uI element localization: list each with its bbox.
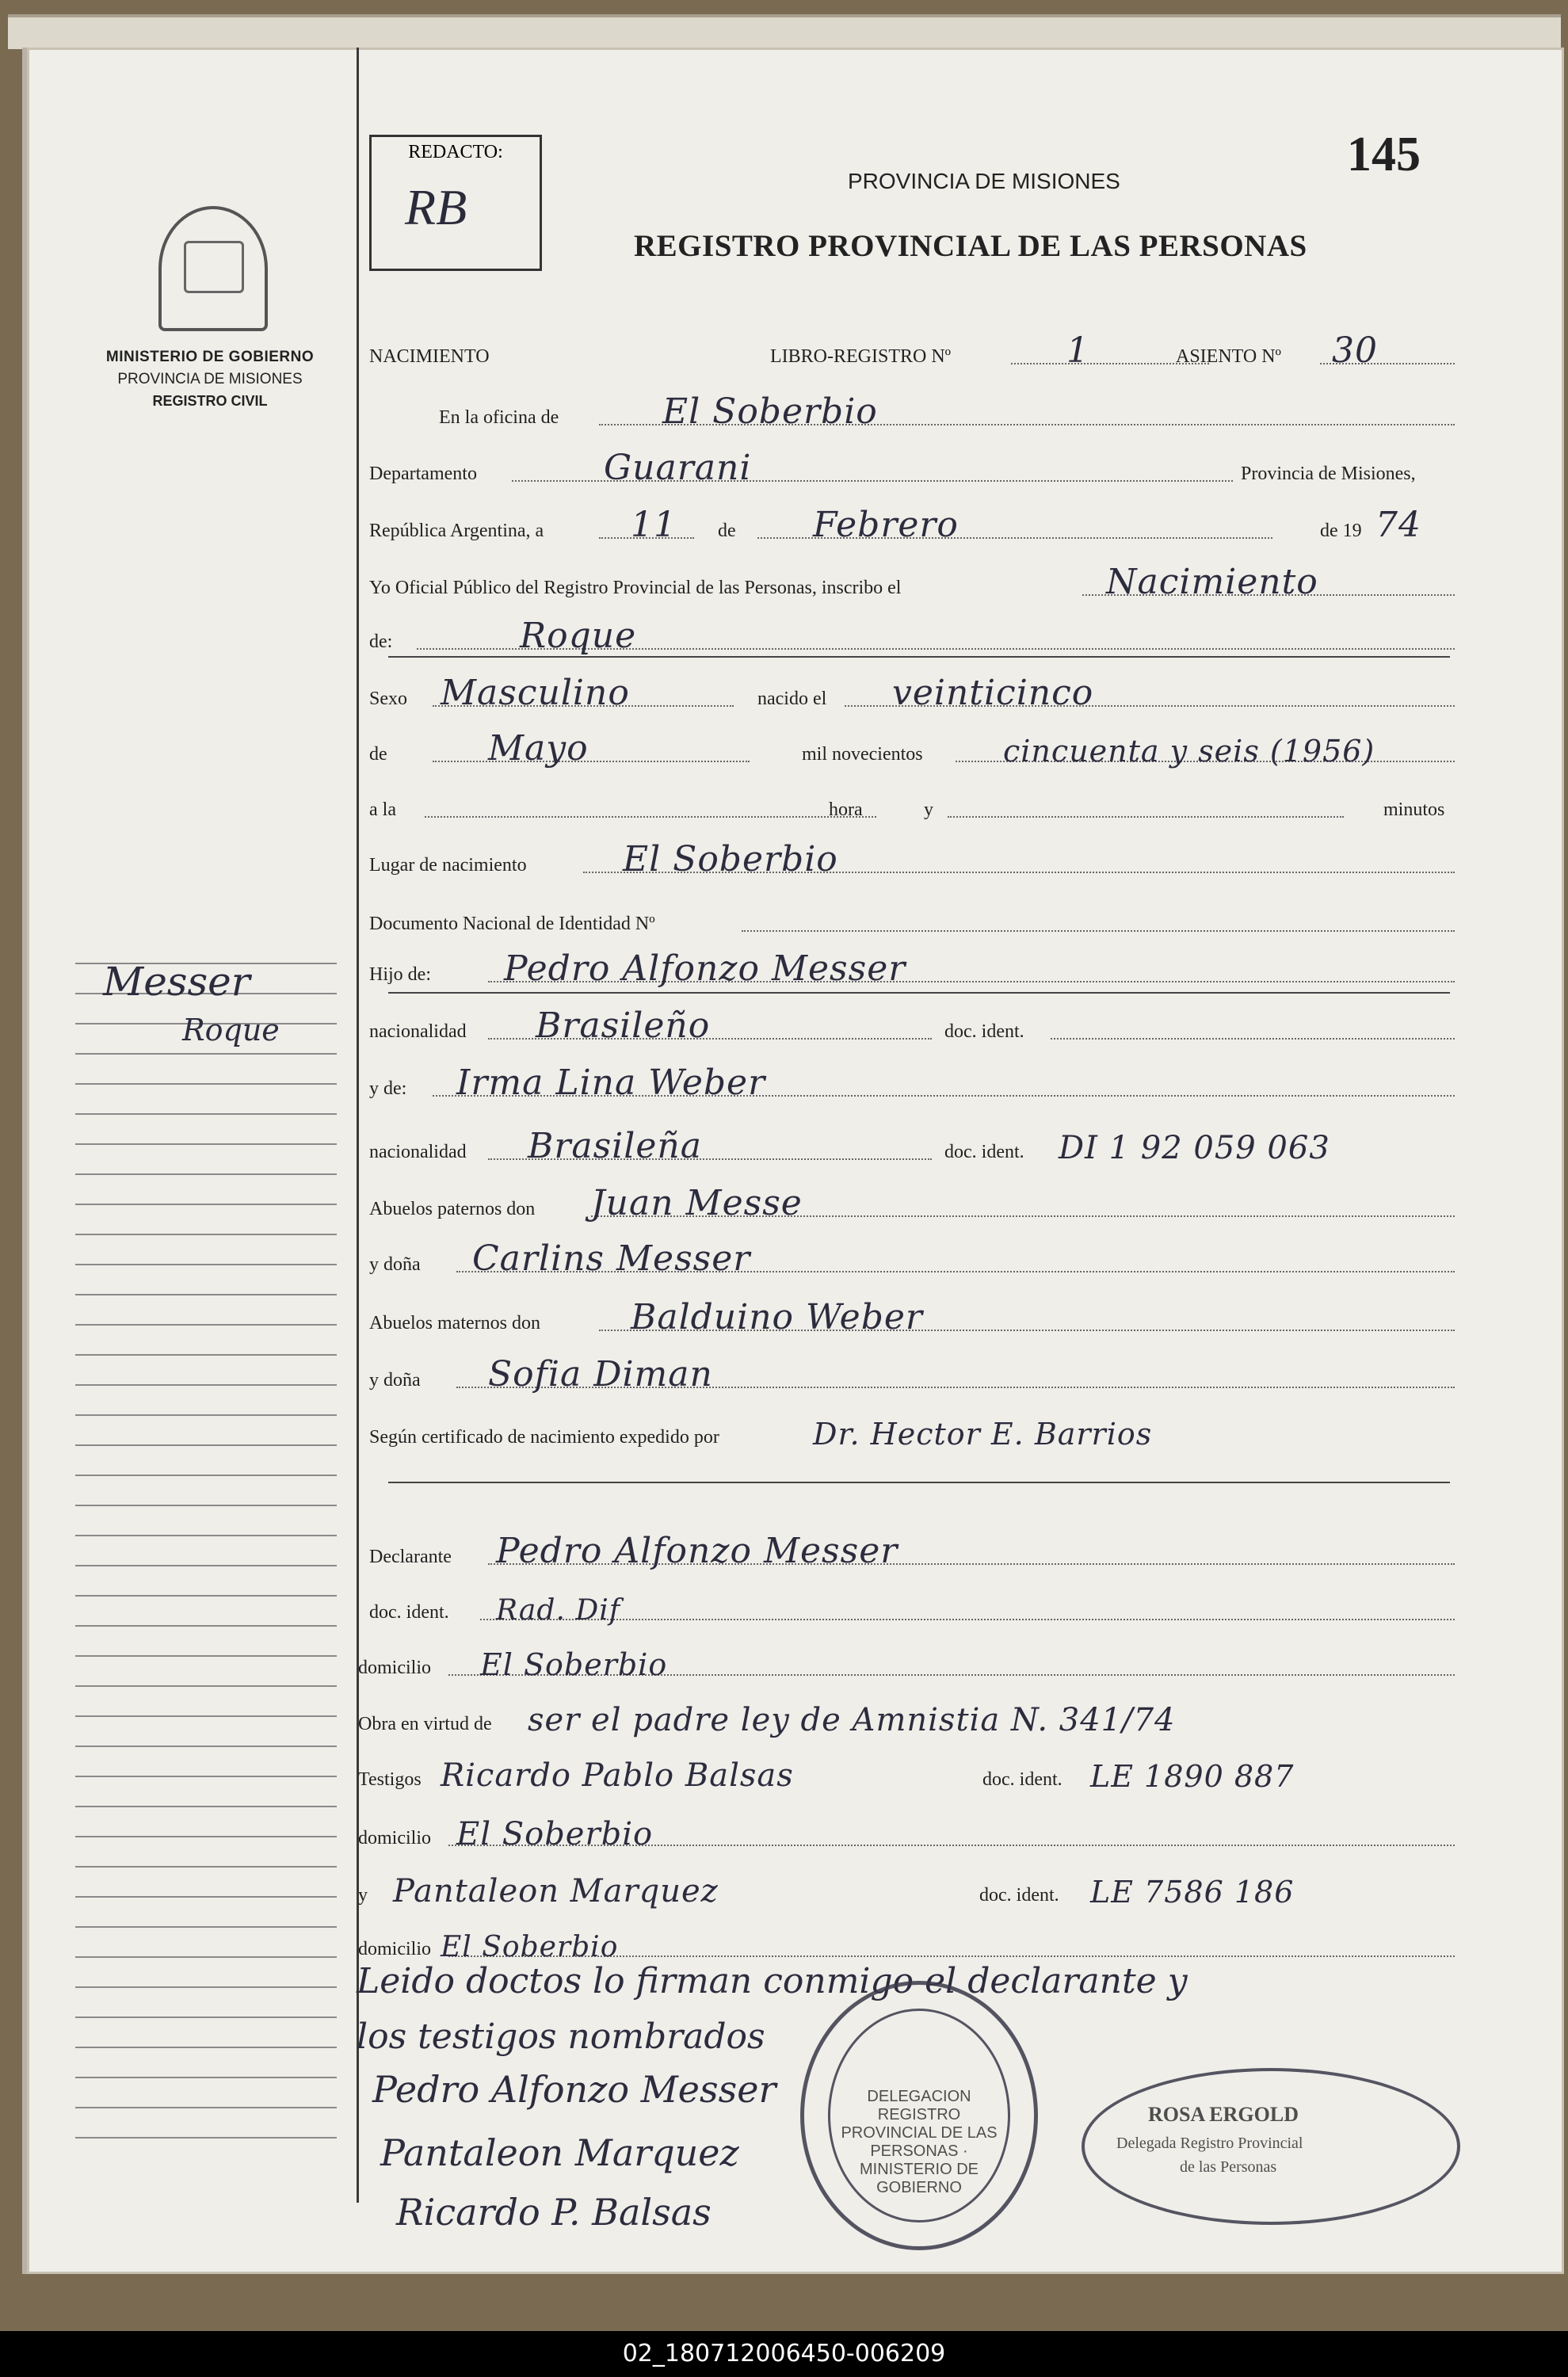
row-domicilio3 <box>358 1925 1457 1965</box>
oval-official-stamp <box>1082 2068 1460 2225</box>
row-abuela-mat <box>369 1356 1457 1396</box>
province-heading: PROVINCIA DE MISIONES <box>848 169 1120 193</box>
domicilio3-value: El Soberbio <box>441 1931 619 1963</box>
de3-label: de <box>369 744 387 765</box>
docident4-value: LE 1890 887 <box>1090 1759 1295 1794</box>
row-declarante <box>369 1533 1457 1573</box>
domicilio2-label: domicilio <box>358 1828 431 1849</box>
signature-testigo2: Pantaleon Marquez <box>380 2131 739 2174</box>
anio-nac-value: cincuenta y seis (1956) <box>1003 734 1375 769</box>
coat-of-arms-seal <box>158 206 268 331</box>
segun-value: Dr. Hector E. Barrios <box>813 1417 1153 1452</box>
republica-label: República Argentina, a <box>369 521 544 541</box>
segun-label: Según certificado de nacimiento expedido por <box>369 1427 719 1448</box>
page-number: 145 <box>1347 128 1421 181</box>
oficial-value: Nacimiento <box>1106 562 1318 602</box>
row-sexo <box>369 675 1457 715</box>
anio-value: 74 <box>1375 505 1421 545</box>
nacido-value: veinticinco <box>892 673 1094 713</box>
mes-nac-value: Mayo <box>488 728 589 769</box>
minutos-label: minutos <box>1383 799 1445 820</box>
libro-label: LIBRO-REGISTRO Nº <box>770 346 952 367</box>
redacto-initials: RB <box>405 179 467 235</box>
row-hora <box>369 786 1457 826</box>
signature-testigo1: Ricardo P. Balsas <box>396 2191 712 2234</box>
row-docident3 <box>369 1589 1457 1628</box>
oficina-value: El Soberbio <box>662 391 878 432</box>
row-abuelo-pat <box>369 1185 1457 1225</box>
ministry-header <box>75 349 345 410</box>
record-type-label: NACIMIENTO <box>369 346 490 367</box>
lugar-value: El Soberbio <box>623 839 838 879</box>
domicilio2-value: El Soberbio <box>456 1816 654 1852</box>
row-madre <box>369 1065 1457 1105</box>
domicilio-label: domicilio <box>358 1658 431 1678</box>
asiento-label: ASIENTO Nº <box>1176 346 1281 367</box>
de-label: de <box>718 521 736 541</box>
declarante-label: Declarante <box>369 1547 452 1567</box>
docident3-value: Rad. Dif <box>496 1594 621 1627</box>
hijo-label: Hijo de: <box>369 964 431 985</box>
margin-divider <box>357 48 359 2203</box>
provincia-label: Provincia de Misiones, <box>1241 464 1416 484</box>
row-oficial <box>369 564 1457 604</box>
ala-label: a la <box>369 799 396 820</box>
sexo-value: Masculino <box>441 673 630 713</box>
margin-ruled-lines <box>75 963 337 2167</box>
docident-label: doc. ident. <box>944 1021 1024 1042</box>
docident5-label: doc. ident. <box>979 1885 1059 1906</box>
round-stamp-text: DELEGACION REGISTRO PROVINCIAL DE LAS PERSONAS · MINISTERIO DE GOBIERNO <box>841 2088 998 2196</box>
docident5-value: LE 7586 186 <box>1090 1875 1295 1910</box>
ministry-line3: REGISTRO CIVIL <box>152 393 268 409</box>
ydona2-label: y doña <box>369 1370 421 1391</box>
row-padre <box>369 948 1457 990</box>
departamento-value: Guarani <box>604 448 752 488</box>
row-segun <box>369 1414 1457 1453</box>
separator <box>388 656 1450 658</box>
abuela-pat-value: Carlins Messer <box>472 1238 751 1279</box>
y2-label: y <box>358 1885 368 1906</box>
separator <box>388 1482 1450 1483</box>
obra-label: Obra en virtud de <box>358 1714 492 1734</box>
libro-value: 1 <box>1066 330 1089 371</box>
declarante-value: Pedro Alfonzo Messer <box>496 1531 898 1571</box>
row-domicilio2 <box>358 1814 1457 1854</box>
oval-stamp-title2: de las Personas <box>1180 2158 1277 2176</box>
madre-value: Irma Lina Weber <box>456 1063 766 1103</box>
row-testigo2 <box>358 1871 1457 1911</box>
row-testigo1 <box>358 1756 1457 1795</box>
row-domicilio <box>358 1644 1457 1684</box>
docident4-label: doc. ident. <box>982 1769 1063 1790</box>
ministry-line2: PROVINCIA DE MISIONES <box>117 371 303 387</box>
round-official-stamp <box>800 1981 1038 2250</box>
row-libro <box>369 330 1457 372</box>
row-nombre <box>369 618 1457 658</box>
row-obra <box>358 1700 1457 1740</box>
obra-value: ser el padre ley de Amnistia N. 341/74 <box>528 1702 1176 1738</box>
anio-prefix: de 19 <box>1320 521 1362 541</box>
row-abuela-pat <box>369 1238 1457 1280</box>
asiento-value: 30 <box>1332 330 1378 371</box>
row-departamento <box>369 450 1457 490</box>
margin-surname: Messer <box>103 959 250 1005</box>
sexo-label: Sexo <box>369 689 407 709</box>
signature-declarante: Pedro Alfonzo Messer <box>372 2068 776 2111</box>
nacido-label: nacido el <box>757 689 827 709</box>
abuelo-pat-value: Juan Messe <box>591 1183 803 1223</box>
redacto-box <box>369 135 542 271</box>
nac2-label: nacionalidad <box>369 1142 467 1162</box>
dni-label: Documento Nacional de Identidad Nº <box>369 914 655 934</box>
oval-stamp-title1: Delegada Registro Provincial <box>1116 2135 1303 2152</box>
testigo1-value: Ricardo Pablo Balsas <box>441 1757 794 1794</box>
testigo2-value: Pantaleon Marquez <box>393 1873 719 1910</box>
abuelos-pat-label: Abuelos paternos don <box>369 1199 536 1219</box>
de2-label: de: <box>369 631 393 652</box>
nombre-value: Roque <box>520 616 637 656</box>
leido-line2: los testigos nombrados <box>357 2016 765 2057</box>
y-label: y <box>924 799 933 820</box>
docident3-label: doc. ident. <box>369 1602 449 1623</box>
oval-stamp-name: ROSA ERGOLD <box>1148 2103 1299 2126</box>
nac2-value: Brasileña <box>528 1126 702 1166</box>
mil-label: mil novecientos <box>802 744 923 765</box>
yde-label: y de: <box>369 1078 407 1099</box>
nac1-value: Brasileño <box>536 1005 711 1046</box>
testigos-label: Testigos <box>358 1769 422 1790</box>
row-mes-nac <box>369 728 1457 770</box>
oficina-label: En la oficina de <box>439 407 559 428</box>
leido-line1: Leido doctos lo firman conmigo el declarante y <box>357 1961 1188 2001</box>
ministry-line1: MINISTERIO DE GOBIERNO <box>105 349 315 365</box>
row-dni <box>369 900 1457 940</box>
abuela-mat-value: Sofia Diman <box>488 1354 713 1395</box>
row-nac1 <box>369 1005 1457 1047</box>
oficial-label: Yo Oficial Público del Registro Provincial de las Personas, inscribo el <box>369 578 902 598</box>
row-nac2 <box>369 1128 1457 1168</box>
image-caption: 02_180712006450-006209 <box>0 2331 1568 2377</box>
hora-label: hora <box>829 799 863 820</box>
nac1-label: nacionalidad <box>369 1021 467 1042</box>
margin-name: Roque <box>182 1013 280 1047</box>
book-edge <box>8 14 1561 49</box>
redacto-label: REDACTO: <box>408 142 503 162</box>
ydona-label: y doña <box>369 1254 421 1275</box>
docident2-label: doc. ident. <box>944 1142 1024 1162</box>
mes-value: Febrero <box>813 505 959 545</box>
dia-value: 11 <box>631 505 677 545</box>
row-oficina <box>369 391 1457 433</box>
row-lugar <box>369 841 1457 881</box>
lugar-label: Lugar de nacimiento <box>369 855 527 876</box>
domicilio-value: El Soberbio <box>480 1647 668 1682</box>
padre-value: Pedro Alfonzo Messer <box>504 948 906 989</box>
departamento-label: Departamento <box>369 464 477 484</box>
row-fecha <box>369 507 1457 547</box>
abuelos-mat-label: Abuelos maternos don <box>369 1313 540 1333</box>
separator <box>388 992 1450 994</box>
abuelo-mat-value: Balduino Weber <box>631 1297 923 1337</box>
row-abuelo-mat <box>369 1299 1457 1339</box>
registry-heading: REGISTRO PROVINCIAL DE LAS PERSONAS <box>634 229 1307 263</box>
domicilio3-label: domicilio <box>358 1939 431 1959</box>
docident2-value: DI 1 92 059 063 <box>1059 1130 1330 1166</box>
